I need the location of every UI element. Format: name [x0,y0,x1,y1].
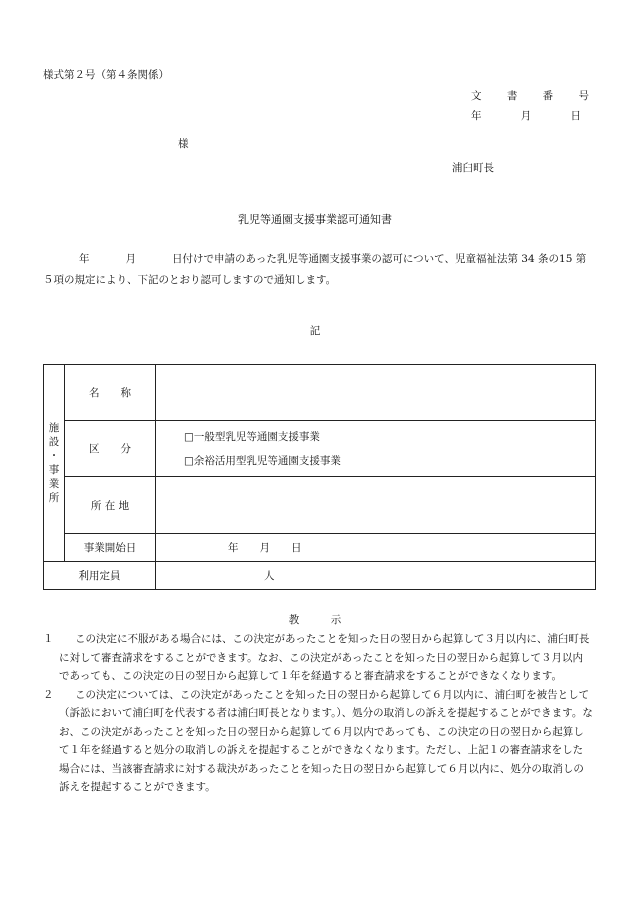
form-number: 様式第２号（第４条関係） [43,69,169,81]
facility-group-label: 施 設 ・ 事 業 所 [44,365,65,562]
instructions-list [43,630,593,797]
list-item: １ この決定に不服がある場合には、この決定があったことを知った日の翌日から起算して３月以内に、浦臼町長に対して審査請求をすることができます。なお、この決定があったことを知った日の翌日から起算して３月以内であっても、この決定の日の翌日から起算して１年を経過すると審査請求をすることができなくなります。 [43,633,590,682]
table-row [44,477,596,534]
doc-num-char: 文 [471,90,482,102]
date-year: 年 [471,110,482,122]
addressee: 様 [178,138,189,150]
address-label: 所 在 地 [65,477,156,534]
table-row [44,562,596,590]
body-month: 月 [125,253,136,265]
document-title: 乳児等通園支援事業認可通知書 [238,213,392,226]
list-item: ２ この決定については、この決定があったことを知った日の翌日から起算して６月以内に、浦臼町を被告として（訴訟において浦臼町を代表する者は浦臼町長となります。）、処分の取消しの訴えを提起することができます。なお、この決定があったことを知った日の翌日から起算して６月以内であっても、この決定の日の翌日から起算して１年を経過すると処分の取消しの訴えを提起することができなくなります。ただし、上記１の審査請求をした場合には、当該審査請求に対する裁決があったことを知った日の翌日から起算して６月以内に、処分の取消しの訴えを提起することができます。 [43,688,593,793]
start-date-label: 事業開始日 [65,534,156,562]
notice-body [43,249,593,291]
document-number-label [471,88,589,103]
date-month: 月 [520,110,532,122]
name-value [156,365,596,421]
table-row [44,421,596,477]
capacity-value: 人 [156,562,596,590]
doc-num-char: 書 [506,90,518,102]
name-label: 名 称 [65,365,156,421]
option-surplus: □余裕活用型乳児等通園支援事業 [184,454,341,467]
ki-heading: 記 [309,325,321,337]
table-row [44,365,596,421]
doc-num-char: 号 [578,90,589,102]
facility-table [43,364,596,590]
doc-num-char: 番 [542,90,554,102]
date-line [471,108,581,123]
instructions-heading: 教 示 [288,614,342,626]
body-text: 日付けで申請のあった乳児等通園支援事業の認可について、児童福祉法第 34 条の15 第５項の規定により、下記のとおり認可しますので通知します。 [43,253,587,286]
category-options [156,421,596,477]
body-year: 年 [79,253,90,265]
address-value [156,477,596,534]
date-day: 日 [570,110,581,122]
capacity-label: 利用定員 [44,562,156,590]
table-row [44,534,596,562]
option-general: □一般型乳児等通園支援事業 [184,430,320,443]
start-date-value: 年 月 日 [156,534,596,562]
issuer: 浦臼町長 [452,162,494,174]
category-label: 区 分 [65,421,156,477]
